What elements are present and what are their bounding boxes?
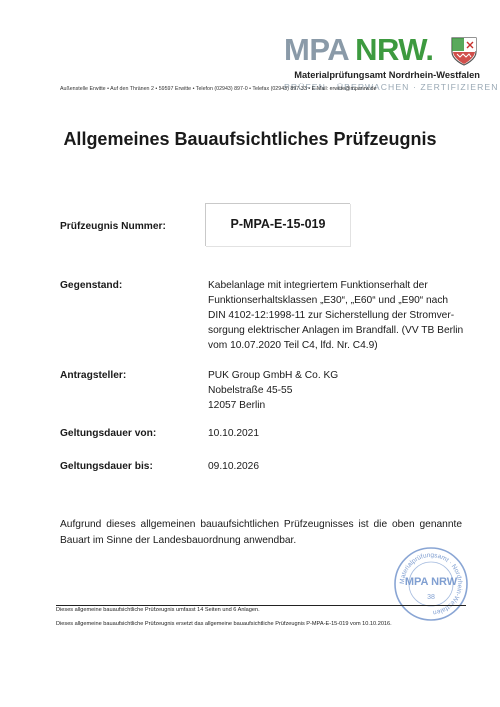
- applicant-line: Nobelstraße 45-55: [208, 385, 293, 396]
- footer-replaces-note: Dieses allgemeine bauaufsichtliche Prüfzeugnis ersetzt das allgemeine bauaufsichtliche Prüfzeugnis P-MPA-E-15-019 vom 10.10.2016.: [56, 621, 392, 627]
- mpa-nrw-logo: [284, 32, 499, 94]
- certificate-number-value: P-MPA-E-15-019: [230, 217, 326, 231]
- official-stamp-icon: [392, 545, 470, 623]
- subject-line: DIN 4102-12:1998-11 zur Sicherstellung der Stromver-: [208, 310, 455, 321]
- stamp-ring-text: Materialprüfungsamt · Nordrhein-Westfalen: [398, 551, 464, 616]
- footer-pages-note: Dieses allgemeine bauaufsichtliche Prüfzeugnis umfasst 14 Seiten und 6 Anlagen.: [56, 607, 260, 613]
- logo-nrw-text: NRW.: [355, 32, 434, 67]
- footer-divider: [56, 605, 466, 606]
- org-name: Materialprüfungsamt Nordrhein-Westfalen: [294, 70, 480, 80]
- logo-mpa-text: MPA: [284, 32, 350, 67]
- subject-text: [208, 278, 463, 353]
- subject-line: sorgung elektrischer Anlagen im Brandfall. (VV TB Berlin: [208, 325, 464, 336]
- org-slogan: PRÜFEN · ÜBERWACHEN · ZERTIFIZIEREN: [284, 82, 499, 92]
- applicant-label: Antragsteller:: [60, 370, 127, 381]
- valid-to-label: Geltungsdauer bis:: [60, 461, 153, 472]
- applicant-text: [208, 368, 338, 413]
- valid-from-value: 10.10.2021: [208, 428, 259, 439]
- address-line: Außenstelle Erwitte • Auf den Thränen 2 • 59597 Erwitte • Telefon (02943) 897-0 • Telefax (02943) 897-33 • E-Mail: erwitte@mpanrw.de: [60, 86, 377, 92]
- subject-label: Gegenstand:: [60, 280, 123, 291]
- valid-from-label: Geltungsdauer von:: [60, 428, 157, 439]
- stamp-number: 38: [427, 594, 435, 601]
- conclusion-paragraph: Aufgrund dieses allgemeinen bauaufsichtlichen Prüfzeugnisses ist die oben genannte Bauart im Sinne der Landesbauordnung anwendbar.: [60, 519, 462, 546]
- stamp-center-logo: MPA NRW: [404, 576, 458, 588]
- applicant-line: 12057 Berlin: [208, 400, 266, 411]
- certificate-number-box: [205, 203, 350, 246]
- valid-to-value: 09.10.2026: [208, 461, 259, 472]
- document-title: Allgemeines Bauaufsichtliches Prüfzeugnis: [63, 129, 437, 149]
- subject-line: Kabelanlage mit integriertem Funktionserhalt der: [208, 280, 428, 291]
- certificate-number-label: Prüfzeugnis Nummer:: [60, 221, 166, 232]
- subject-line: vom 10.07.2020 Teil C4, lfd. Nr. C4.9): [208, 340, 378, 351]
- subject-line: Funktionserhaltsklassen „E30“, „E60“ und „E90“ nach: [208, 295, 449, 306]
- nrw-crest-icon: [450, 36, 478, 66]
- applicant-line: PUK Group GmbH & Co. KG: [208, 370, 339, 381]
- logo-wordmark: [284, 34, 433, 66]
